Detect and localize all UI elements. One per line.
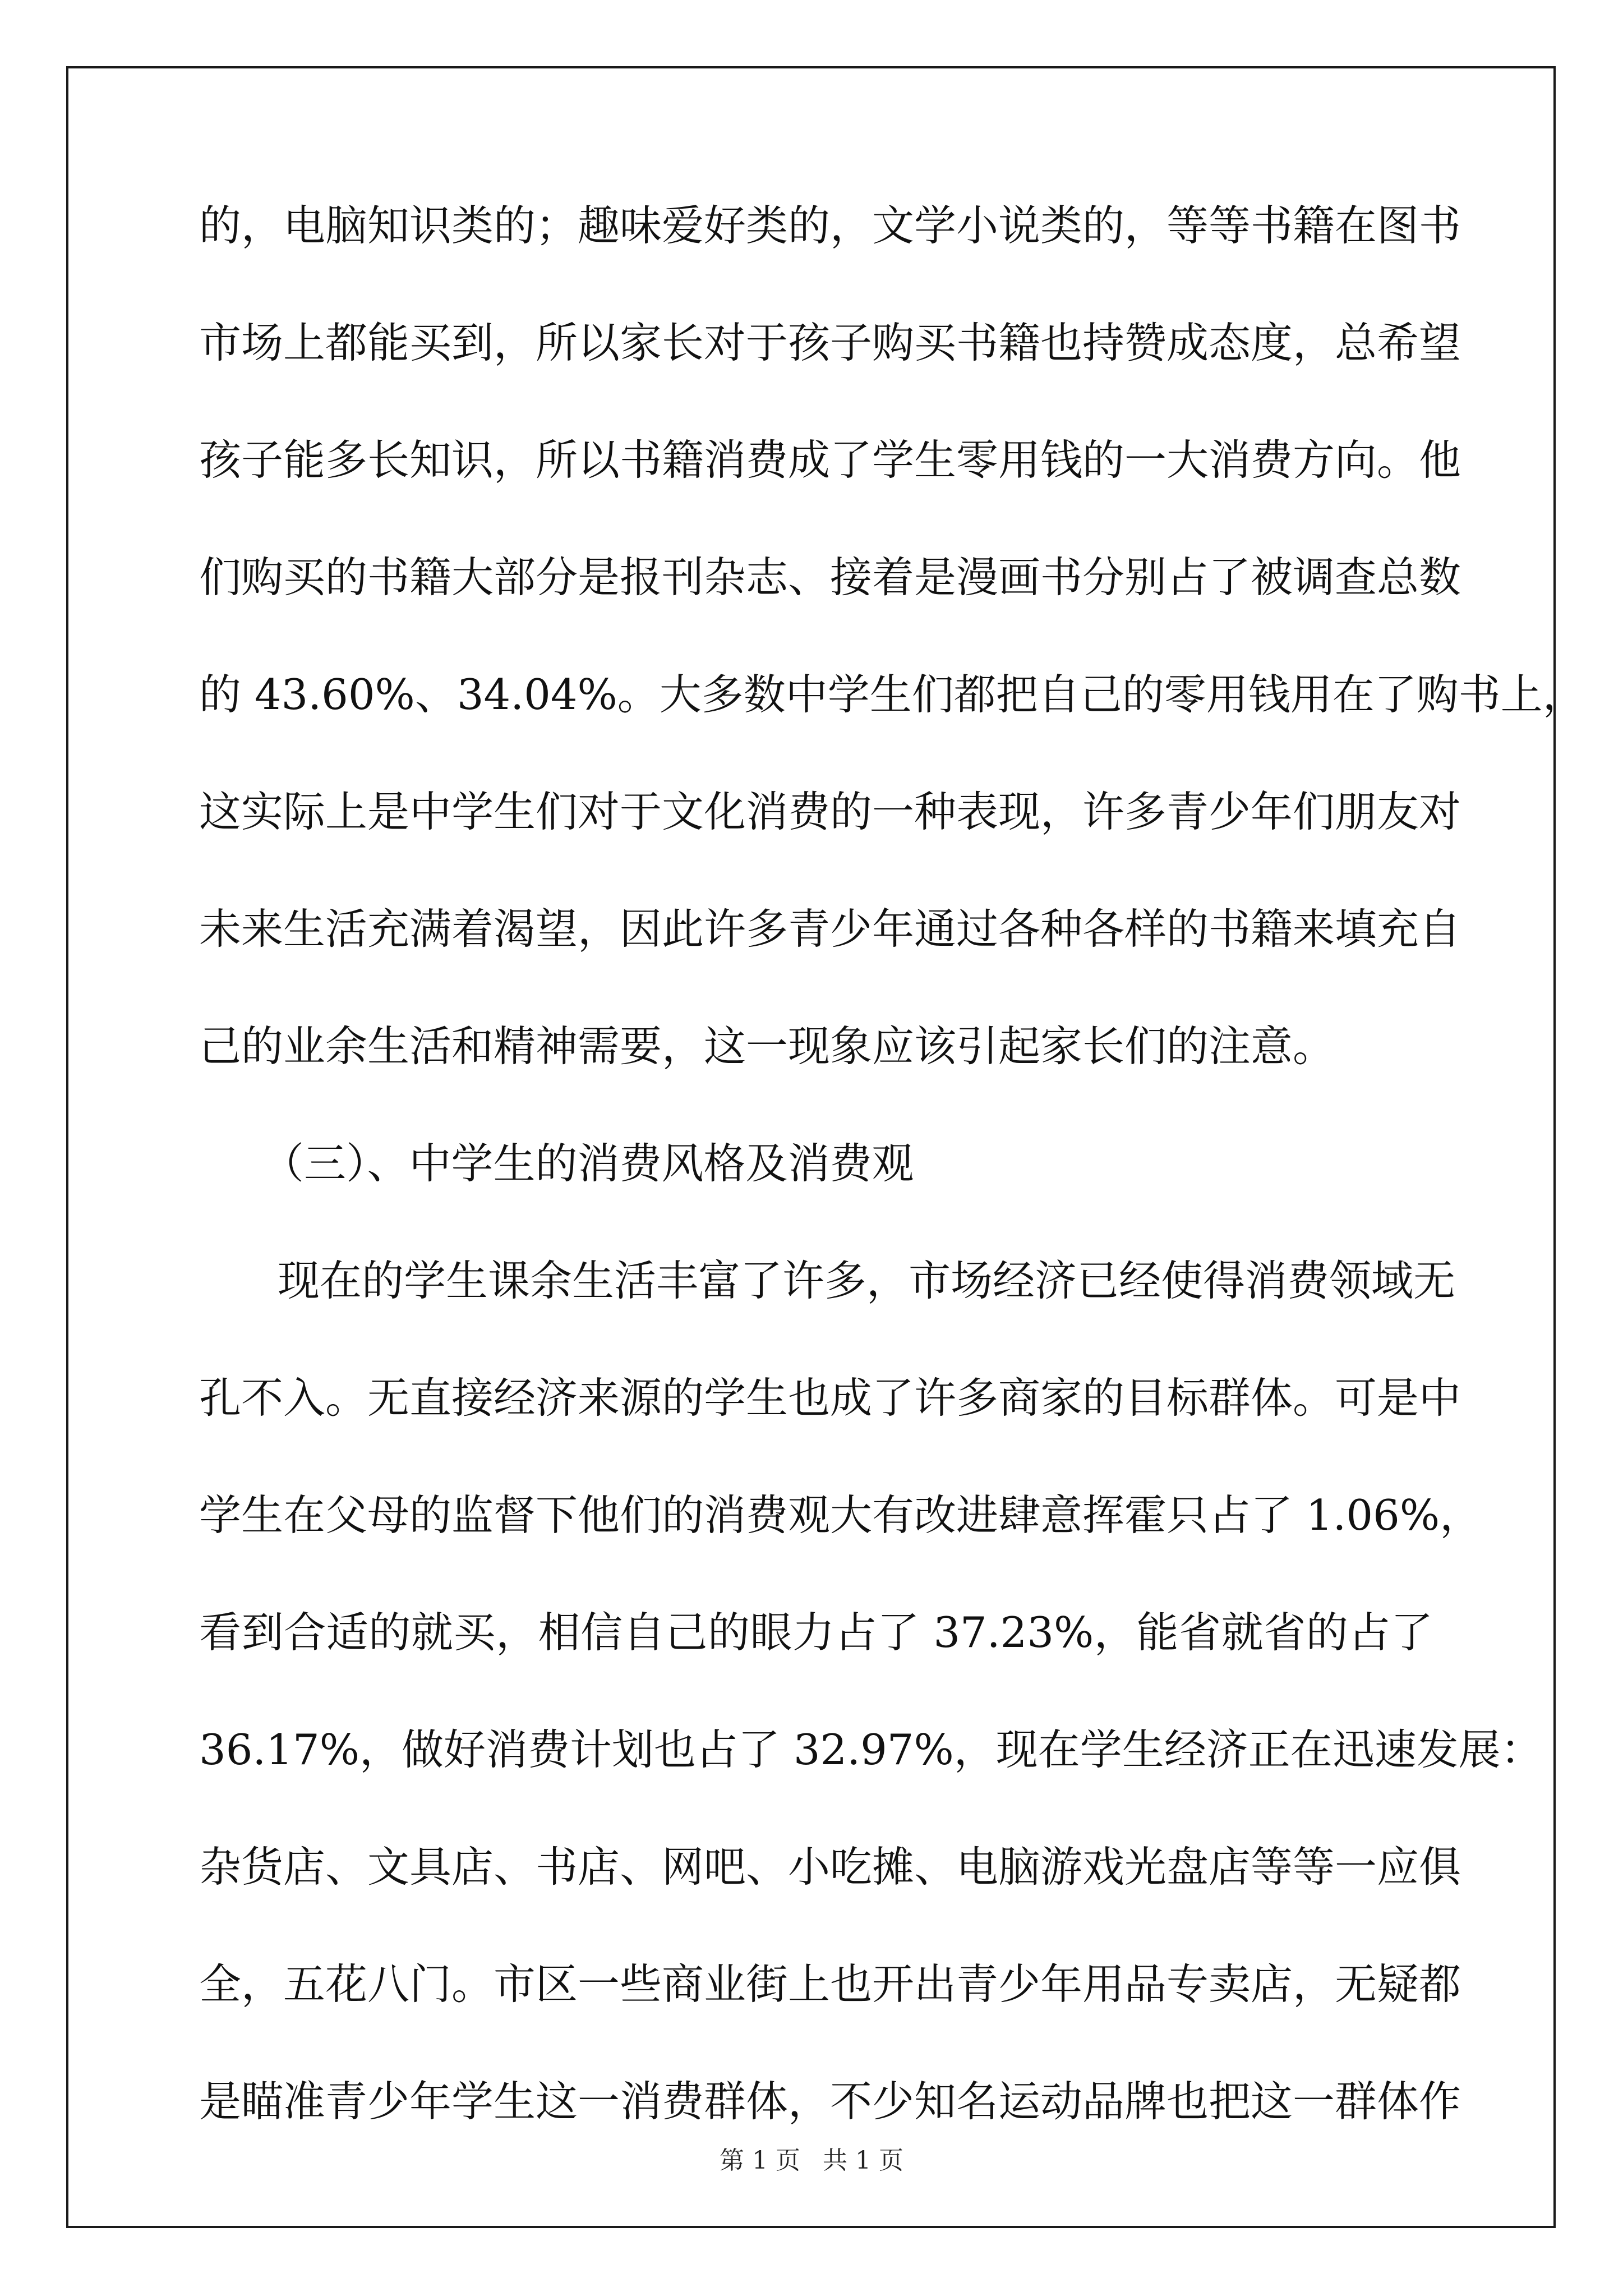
text-line-1: 的，电脑知识类的；趣味爱好类的，文学小说类的，等等书籍在图书: [199, 201, 1461, 250]
page-number: 第 1 页: [720, 2146, 800, 2175]
text-line-14: 36.17%，做好消费计划也占了 32.97%，现在学生经济正在迅速发展：: [199, 1725, 1543, 1774]
text-line-3: 孩子能多长知识，所以书籍消费成了学生零用钱的一大消费方向。他: [199, 435, 1461, 485]
page-footer: [0, 2148, 1623, 2173]
text-line-10: 现在的学生课余生活丰富了许多，市场经济已经使得消费领域无: [278, 1256, 1456, 1305]
text-line-2: 市场上都能买到，所以家长对于孩子购买书籍也持赞成态度，总希望: [199, 318, 1461, 367]
text-line-13: 看到合适的就买，相信自己的眼力占了 37.23%，能省就省的占了: [199, 1608, 1433, 1657]
text-line-12: 学生在父母的监督下他们的消费观大有改进肆意挥霍只占了 1.06%，: [199, 1490, 1482, 1540]
text-line-16: 全，五花八门。市区一些商业街上也开出青少年用品专卖店，无疑都: [199, 1959, 1461, 2009]
text-line-6: 这实际上是中学生们对于文化消费的一种表现，许多青少年们朋友对: [199, 787, 1461, 836]
text-line-4: 们购买的书籍大部分是报刊杂志、接着是漫画书分别占了被调查总数: [199, 553, 1461, 602]
page-total: 共 1 页: [823, 2146, 903, 2175]
text-line-7: 未来生活充满着渴望，因此许多青少年通过各种各样的书籍来填充自: [199, 904, 1461, 954]
text-line-5: 的 43.60%、34.04%。大多数中学生们都把自己的零用钱用在了购书上，: [199, 670, 1585, 719]
text-line-15: 杂货店、文具店、书店、网吧、小吃摊、电脑游戏光盘店等等一应俱: [199, 1842, 1461, 1892]
document-body: [199, 201, 1585, 2198]
text-line-17: 是瞄准青少年学生这一消费群体，不少知名运动品牌也把这一群体作: [199, 2077, 1461, 2126]
text-line-8: 己的业余生活和精神需要，这一现象应该引起家长们的注意。: [199, 1022, 1335, 1071]
section-heading: （三）、中学生的消费风格及消费观: [262, 1139, 914, 1188]
text-line-11: 孔不入。无直接经济来源的学生也成了许多商家的目标群体。可是中: [199, 1373, 1461, 1423]
